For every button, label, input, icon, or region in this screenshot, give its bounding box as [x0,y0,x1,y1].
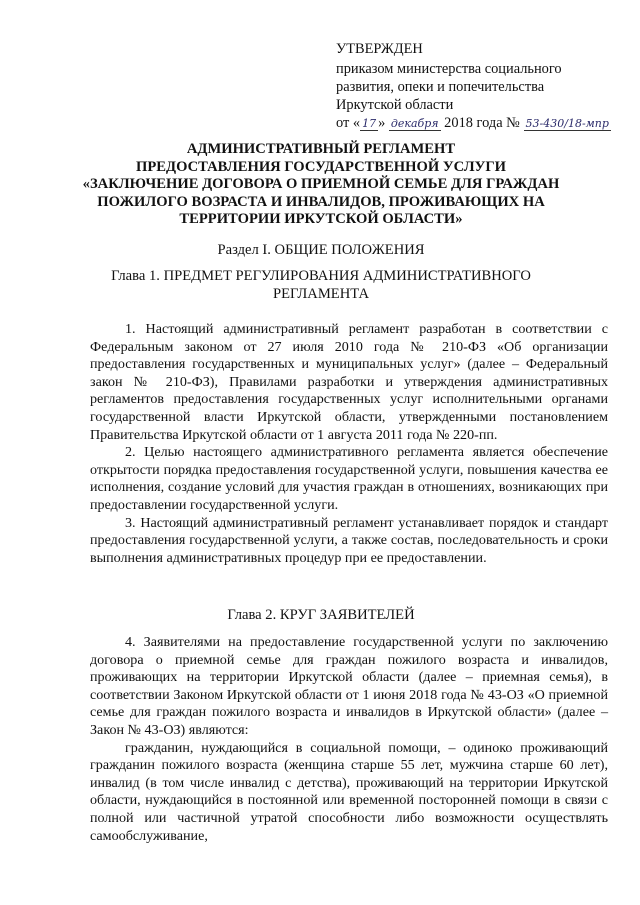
chapter1-heading [60,268,582,303]
title-line: АДМИНИСТРАТИВНЫЙ РЕГЛАМЕНТ [186,141,456,157]
paragraph-4: 4. Заявителями на предоставление государственной услуги по заключению договора о приемной семье для граждан пожилого возраста и инвалидов, проживающих на территории Иркутской области (далее – приемная семья), в соответствии Законом Иркутской области от 1 июня 2018 года № 43-ОЗ «О приемной семье для граждан пожилого возраста и инвалидов в Иркутской области» (далее – Закон № 43-ОЗ) являются: [90,634,608,738]
paragraph-5: гражданин, нуждающийся в социальной помощи, – одиноко проживающий гражданин пожилого возраста (женщина старше 55 лет, мужчина старше 60 лет), инвалид (в том числе инвалид с детства), проживающий на территории Иркутской области, нуждающийся в постоянной или временной посторонней помощи в связи с полной или частичной утратой способности либо возможности осуществлять самообслуживание, [90,739,608,844]
title-line: ПОЖИЛОГО ВОЗРАСТА И ИНВАЛИДОВ, ПРОЖИВАЮЩИХ НА [97,193,545,210]
approval-line: развития, опеки и попечительства [336,79,545,95]
chapter1-body [90,321,608,567]
document-title [60,141,582,229]
handwritten-month: декабря [390,117,439,130]
paragraph-1: 1. Настоящий административный регламент разработан в соответствии с Федеральным законом от 27 июля 2010 года № 210-ФЗ «Об организации предоставления государственных и муниципальных услуг» (далее – Федеральный закон № 210-ФЗ), Правилами разработки и утверждения административных регламентов предоставления государственных услуг исполнительными органами государственной власти Иркутской области, утвержденными постановлением Правительства Иркутской области от 1 августа 2011 года № 220-пп. [90,321,608,443]
handwritten-day: 17 [362,117,377,130]
paragraph-3: 3. Настоящий административный регламент устанавливает порядок и стандарт предоставления государственной услуги, а также состав, последовательность и сроки выполнения административных процедур при ее предоставлении. [90,514,608,566]
title-line: «ЗАКЛЮЧЕНИЕ ДОГОВОРА О ПРИЕМНОЙ СЕМЬЕ ДЛЯ ГРАЖДАН [82,176,560,193]
title-line: ПРЕДОСТАВЛЕНИЯ ГОСУДАРСТВЕННОЙ УСЛУГИ [136,158,506,175]
date-mid: » [378,115,386,131]
section-heading: Раздел I. ОБЩИЕ ПОЛОЖЕНИЯ [217,242,425,258]
approval-date-line [336,114,626,133]
chapter1-line: Глава 1. ПРЕДМЕТ РЕГУЛИРОВАНИЯ АДМИНИСТРАТИВНОГО [111,268,531,284]
title-line: ТЕРРИТОРИИ ИРКУТСКОЙ ОБЛАСТИ» [179,211,463,228]
approval-heading: УТВЕРЖДЕН [336,41,423,57]
date-prefix: от « [336,115,361,131]
approval-block [336,40,626,133]
date-year: 2018 года № [444,115,520,131]
paragraph-2: 2. Целью настоящего административного регламента является обеспечение открытости порядка предоставления государственной услуги, повышения качества ее исполнения, создание условий для участия граждан в отношениях, возникающих при предоставлении государственной услуги. [90,444,608,513]
chapter1-line: РЕГЛАМЕНТА [273,285,369,302]
approval-line: Иркутской области [336,97,454,113]
approval-line: приказом министерства социального [336,61,562,77]
chapter2-heading: Глава 2. КРУГ ЗАЯВИТЕЛЕЙ [227,607,415,623]
handwritten-number: 53-430/18-мпр [525,117,609,130]
chapter2-body [90,634,608,845]
